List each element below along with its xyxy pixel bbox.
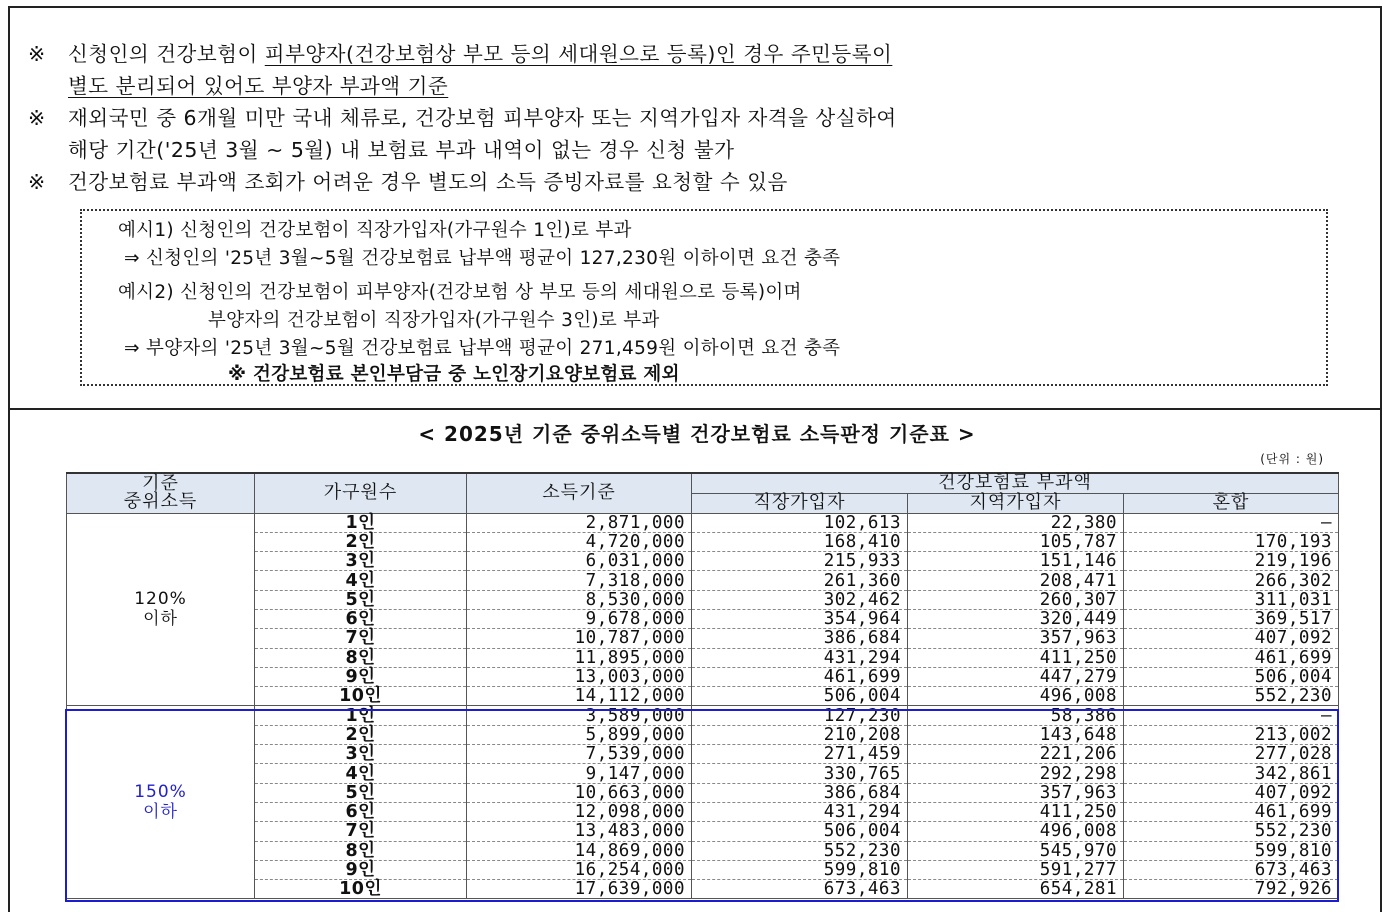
regional-premium-cell: 411,250 [908,648,1124,667]
regional-premium-cell: 292,298 [908,764,1124,783]
header-income-standard: 소득기준 [467,473,692,513]
household-size-cell: 8인 [255,648,467,667]
income-standard-cell: 16,254,000 [467,860,692,879]
regional-premium-cell: 591,277 [908,860,1124,879]
mixed-premium-cell: 552,230 [1124,822,1339,841]
mixed-premium-cell: 277,028 [1124,745,1339,764]
income-standard-cell: 11,895,000 [467,648,692,667]
regional-premium-cell: 151,146 [908,552,1124,571]
employee-premium-cell: 386,684 [692,783,908,802]
employee-premium-cell: 210,208 [692,725,908,744]
regional-premium-cell: 143,648 [908,725,1124,744]
employee-premium-cell: 386,684 [692,629,908,648]
income-standard-cell: 7,539,000 [467,745,692,764]
regional-premium-cell: 208,471 [908,571,1124,590]
table-row [67,629,1339,648]
employee-premium-cell: 431,294 [692,802,908,821]
regional-premium-cell: 105,787 [908,532,1124,551]
note-3-line-1: 건강보험료 부과액 조회가 어려운 경우 별도의 소득 증빙자료를 요청할 수 있음 [68,170,788,194]
header-regional: 지역가입자 [908,493,1124,513]
table-row [67,648,1339,667]
unit-label: (단위 : 원) [1260,452,1324,466]
mixed-premium-cell: 213,002 [1124,725,1339,744]
household-size-cell: 4인 [255,764,467,783]
mixed-premium-cell: 461,699 [1124,648,1339,667]
employee-premium-cell: 127,230 [692,706,908,725]
table-row [67,880,1339,899]
mixed-premium-cell: – [1124,513,1339,532]
income-standard-cell: 17,639,000 [467,880,692,899]
employee-premium-cell: 330,765 [692,764,908,783]
table-row [67,764,1339,783]
reference-mark: ※ [28,170,46,194]
household-size-cell: 9인 [255,860,467,879]
mixed-premium-cell: 170,193 [1124,532,1339,551]
household-size-cell: 7인 [255,822,467,841]
household-size-cell: 1인 [255,513,467,532]
mixed-premium-cell: 461,699 [1124,802,1339,821]
header-median-income: 기준 중위소득 [67,473,255,513]
household-size-cell: 5인 [255,783,467,802]
income-standard-cell: 14,869,000 [467,841,692,860]
mixed-premium-cell: 407,092 [1124,629,1339,648]
table-row [67,783,1339,802]
mixed-premium-cell: 407,092 [1124,783,1339,802]
header-employee: 직장가입자 [692,493,908,513]
median-income-group: 120% 이하 [67,513,255,706]
notice-box [8,6,1382,410]
employee-premium-cell: 673,463 [692,880,908,899]
regional-premium-cell: 411,250 [908,802,1124,821]
household-size-cell: 6인 [255,802,467,821]
regional-premium-cell: 357,963 [908,629,1124,648]
employee-premium-cell: 302,462 [692,590,908,609]
regional-premium-cell: 654,281 [908,880,1124,899]
reference-mark: ※ [28,106,46,130]
mixed-premium-cell: 266,302 [1124,571,1339,590]
frame-border-right [1380,410,1382,912]
income-standard-cell: 2,871,000 [467,513,692,532]
household-size-cell: 2인 [255,725,467,744]
table-row [67,687,1339,706]
household-size-cell: 8인 [255,841,467,860]
note-1-line-1: 신청인의 건강보험이 피부양자(건강보험상 부모 등의 세대원으로 등록)인 경우 주민등록이 [68,42,893,66]
regional-premium-cell: 357,963 [908,783,1124,802]
regional-premium-cell: 545,970 [908,841,1124,860]
table-row [67,841,1339,860]
header-premium-group: 건강보험료 부과액 [692,473,1339,493]
income-standard-cell: 6,031,000 [467,552,692,571]
table-row [67,822,1339,841]
regional-premium-cell: 58,386 [908,706,1124,725]
income-standard-cell: 7,318,000 [467,571,692,590]
income-standard-cell: 13,483,000 [467,822,692,841]
note-2-line-2: 해당 기간('25년 3월 ~ 5월) 내 보험료 부과 내역이 없는 경우 신청 불가 [68,138,735,162]
household-size-cell: 10인 [255,880,467,899]
income-standard-cell: 13,003,000 [467,667,692,686]
household-size-cell: 10인 [255,687,467,706]
table-row [67,706,1339,725]
income-criteria-table [66,472,1339,899]
table-row [67,571,1339,590]
reference-mark: ※ [28,42,46,66]
employee-premium-cell: 271,459 [692,745,908,764]
employee-premium-cell: 354,964 [692,609,908,628]
mixed-premium-cell: 219,196 [1124,552,1339,571]
employee-premium-cell: 168,410 [692,532,908,551]
table-body [67,513,1339,899]
mixed-premium-cell: 369,517 [1124,609,1339,628]
table-row [67,609,1339,628]
household-size-cell: 4인 [255,571,467,590]
regional-premium-cell: 320,449 [908,609,1124,628]
income-standard-cell: 3,589,000 [467,706,692,725]
mixed-premium-cell: 673,463 [1124,860,1339,879]
income-standard-cell: 10,663,000 [467,783,692,802]
table-row [67,745,1339,764]
note-3 [28,166,788,198]
note-2-line-1: 재외국민 중 6개월 미만 국내 체류로, 건강보험 피부양자 또는 지역가입자 자격을 상실하여 [68,106,897,130]
household-size-cell: 1인 [255,706,467,725]
employee-premium-cell: 215,933 [692,552,908,571]
employee-premium-cell: 461,699 [692,667,908,686]
income-standard-cell: 9,678,000 [467,609,692,628]
example-footnote: ※ 건강보험료 본인부담금 중 노인장기요양보험료 제외 [228,364,680,385]
mixed-premium-cell: 552,230 [1124,687,1339,706]
employee-premium-cell: 506,004 [692,822,908,841]
income-standard-cell: 9,147,000 [467,764,692,783]
household-size-cell: 3인 [255,552,467,571]
household-size-cell: 3인 [255,745,467,764]
example-1-result: ⇒ 신청인의 '25년 3월~5월 건강보험료 납부액 평균이 127,230원 이하이면 요건 충족 [124,248,841,269]
example-box [80,209,1328,386]
example-1-title: 예시1) 신청인의 건강보험이 직장가입자(가구원수 1인)로 부과 [118,220,632,241]
table-row [67,860,1339,879]
mixed-premium-cell: 792,926 [1124,880,1339,899]
mixed-premium-cell: 506,004 [1124,667,1339,686]
household-size-cell: 6인 [255,609,467,628]
table-row [67,552,1339,571]
income-standard-cell: 5,899,000 [467,725,692,744]
employee-premium-cell: 102,613 [692,513,908,532]
income-standard-cell: 10,787,000 [467,629,692,648]
mixed-premium-cell: 311,031 [1124,590,1339,609]
regional-premium-cell: 22,380 [908,513,1124,532]
income-standard-cell: 14,112,000 [467,687,692,706]
regional-premium-cell: 447,279 [908,667,1124,686]
employee-premium-cell: 431,294 [692,648,908,667]
mixed-premium-cell: 599,810 [1124,841,1339,860]
employee-premium-cell: 506,004 [692,687,908,706]
table-row [67,725,1339,744]
employee-premium-cell: 599,810 [692,860,908,879]
mixed-premium-cell: 342,861 [1124,764,1339,783]
regional-premium-cell: 496,008 [908,822,1124,841]
table-row [67,532,1339,551]
header-household-size: 가구원수 [255,473,467,513]
household-size-cell: 7인 [255,629,467,648]
example-2-result: ⇒ 부양자의 '25년 3월~5월 건강보험료 납부액 평균이 271,459원 이하이면 요건 충족 [124,338,841,359]
note-2 [28,102,897,166]
example-2-detail: 부양자의 건강보험이 직장가입자(가구원수 3인)로 부과 [208,310,660,331]
regional-premium-cell: 221,206 [908,745,1124,764]
table-row [67,590,1339,609]
mixed-premium-cell: – [1124,706,1339,725]
household-size-cell: 5인 [255,590,467,609]
income-standard-cell: 8,530,000 [467,590,692,609]
household-size-cell: 2인 [255,532,467,551]
regional-premium-cell: 260,307 [908,590,1124,609]
employee-premium-cell: 261,360 [692,571,908,590]
table-row [67,513,1339,532]
median-income-group: 150% 이하 [67,706,255,899]
table-row [67,802,1339,821]
household-size-cell: 9인 [255,667,467,686]
employee-premium-cell: 552,230 [692,841,908,860]
header-mixed: 혼합 [1124,493,1339,513]
income-standard-cell: 12,098,000 [467,802,692,821]
example-2-title: 예시2) 신청인의 건강보험이 피부양자(건강보험 상 부모 등의 세대원으로 등록)이며 [118,282,802,303]
table-title: < 2025년 기준 중위소득별 건강보험료 소득판정 기준표 > [418,422,976,446]
note-1 [28,38,893,102]
note-1-line-2: 별도 분리되어 있어도 부양자 부과액 기준 [68,74,449,98]
frame-border-left [8,410,10,912]
income-standard-cell: 4,720,000 [467,532,692,551]
table-row [67,667,1339,686]
regional-premium-cell: 496,008 [908,687,1124,706]
